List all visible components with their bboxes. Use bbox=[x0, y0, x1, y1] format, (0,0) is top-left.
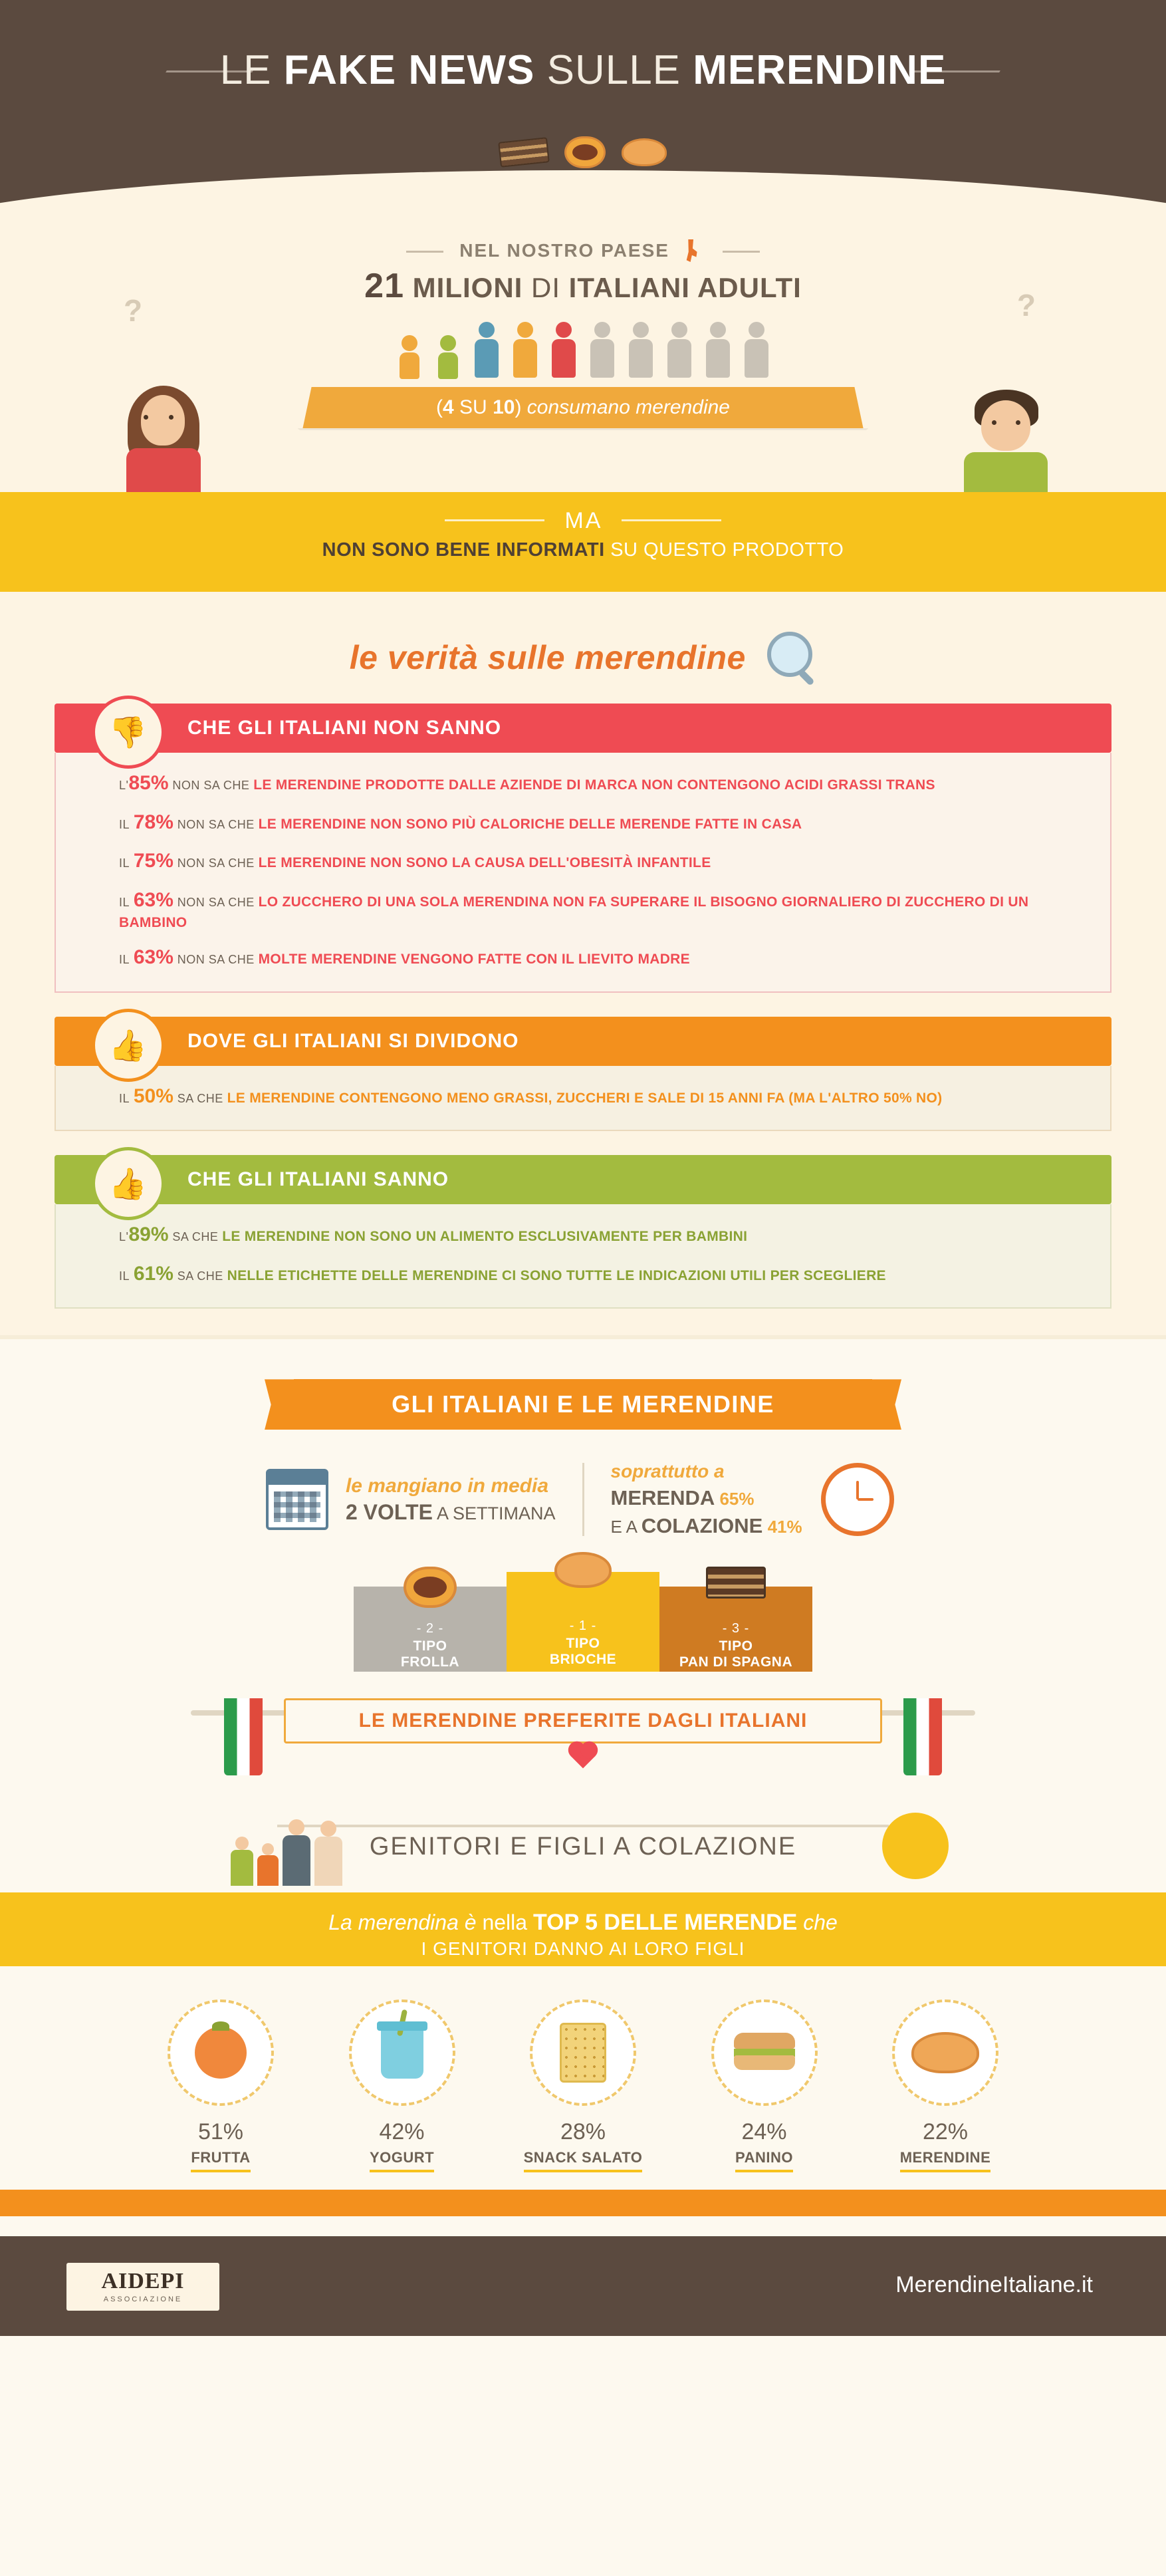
top5-item-merendine bbox=[875, 1999, 1015, 2172]
italian-flag-left-icon bbox=[224, 1698, 263, 1775]
ma-subtitle bbox=[0, 539, 1166, 561]
title-mid: SULLE bbox=[546, 47, 681, 93]
top5-label: FRUTTA bbox=[191, 2149, 250, 2172]
banner-10: 10 bbox=[493, 396, 515, 418]
intro-dash-right bbox=[723, 251, 760, 253]
ma-title-row bbox=[0, 492, 1166, 534]
stat-lead: NON SA CHE bbox=[172, 779, 250, 792]
truth-title-row bbox=[0, 632, 1166, 681]
type-brioche bbox=[507, 1572, 659, 1672]
top5-circle-row bbox=[151, 1999, 1015, 2172]
top5-end: che bbox=[803, 1910, 838, 1934]
stat-sym: % bbox=[150, 772, 169, 794]
section-top5-header bbox=[0, 1892, 1166, 1966]
stat-pct: 89 bbox=[128, 1224, 151, 1246]
boy-illustration bbox=[940, 386, 1073, 492]
stat-article: L' bbox=[119, 1230, 129, 1244]
stat-row bbox=[119, 887, 1064, 933]
colazione-line bbox=[277, 1825, 889, 1827]
title-pre: LE bbox=[219, 47, 272, 93]
stat-article: IL bbox=[119, 856, 130, 870]
occasion-merenda-pct: 65% bbox=[719, 1489, 755, 1509]
ma-sub-bold: NON SONO BENE INFORMATI bbox=[322, 539, 605, 561]
intro-line-2 bbox=[0, 266, 1166, 306]
person-adult-1 bbox=[471, 322, 503, 378]
top5-pct: 42% bbox=[379, 2119, 425, 2144]
person-adult-4 bbox=[586, 322, 618, 378]
stat-sym: % bbox=[156, 1085, 174, 1107]
tart-icon bbox=[404, 1567, 457, 1608]
intro-line-1 bbox=[0, 239, 1166, 262]
italy-boot-icon bbox=[684, 239, 699, 262]
logo-main: AIDEPI bbox=[101, 2268, 185, 2293]
type-rank: - 2 - bbox=[416, 1620, 444, 1636]
top5-label: YOGURT bbox=[370, 2149, 434, 2172]
stat-lead: SA CHE bbox=[177, 1269, 223, 1283]
sun-icon bbox=[882, 1813, 949, 1879]
italiani-banner bbox=[294, 1379, 872, 1430]
thumb-down-icon: 👎 bbox=[92, 696, 165, 769]
ma-sub-light: SU QUESTO PRODOTTO bbox=[610, 539, 844, 561]
sandwich-icon bbox=[711, 1999, 818, 2106]
logo-sub: ASSOCIAZIONE bbox=[103, 2295, 183, 2303]
top5-line-1 bbox=[0, 1910, 1166, 1936]
footer bbox=[0, 2236, 1166, 2336]
frequency-rest: A SETTIMANA bbox=[436, 1503, 556, 1523]
top5-pct: 28% bbox=[560, 2119, 606, 2144]
occasion-merenda: MERENDA bbox=[610, 1486, 715, 1510]
people-pictogram bbox=[370, 317, 796, 378]
occasion-colazione-pct: 41% bbox=[767, 1516, 802, 1537]
stat-lead: NON SA CHE bbox=[177, 895, 255, 909]
top5-pct: 51% bbox=[197, 2119, 244, 2144]
cracker-icon bbox=[530, 1999, 636, 2106]
stat-pct: 61 bbox=[133, 1262, 156, 1285]
stat-lead: NON SA CHE bbox=[177, 953, 255, 967]
panel-header-si-dividono bbox=[55, 1017, 1111, 1066]
family-illustration bbox=[231, 1835, 342, 1886]
stat-pct: 78 bbox=[133, 811, 156, 833]
intro-italiani-adulti: ITALIANI ADULTI bbox=[568, 272, 802, 303]
banner-tail-left bbox=[265, 1379, 294, 1430]
occasion-italic: soprattutto a bbox=[610, 1461, 725, 1482]
top5-pct: 24% bbox=[741, 2119, 787, 2144]
stat-pct: 50 bbox=[133, 1085, 156, 1107]
panel-header-non-sanno bbox=[55, 704, 1111, 753]
banner-tail-right bbox=[872, 1379, 901, 1430]
stat-lead: NON SA CHE bbox=[177, 817, 255, 831]
stat-row bbox=[119, 1222, 1064, 1249]
top5-item-frutta bbox=[151, 1999, 291, 2172]
wafer-icon bbox=[498, 137, 550, 168]
panel-heading-text: DOVE GLI ITALIANI SI DIVIDONO bbox=[187, 1029, 519, 1052]
stat-fact: LE MERENDINE CONTENGONO MENO GRASSI, ZUCCHERI E SALE DI 15 ANNI FA (MA L'ALTRO 50% NO) bbox=[227, 1090, 943, 1106]
frequency-italic: le mangiano in media bbox=[345, 1474, 549, 1497]
stat-article: IL bbox=[119, 817, 130, 831]
section-truths bbox=[0, 592, 1166, 1335]
stat-fact: MOLTE MERENDINE VENGONO FATTE CON IL LIEVITO MADRE bbox=[258, 952, 690, 967]
person-adult-3 bbox=[548, 322, 580, 378]
person-adult-6 bbox=[663, 322, 695, 378]
stat-sym: % bbox=[156, 811, 174, 833]
stat-article: IL bbox=[119, 1269, 130, 1283]
croissant-icon bbox=[622, 138, 667, 166]
top5-item-snack-salato bbox=[513, 1999, 653, 2172]
panel-sanno bbox=[55, 1155, 1111, 1309]
banner-paren-open: ( bbox=[436, 396, 443, 418]
frequency-right bbox=[584, 1459, 1016, 1539]
italian-flag-right-icon bbox=[903, 1698, 942, 1775]
colazione-row bbox=[144, 1806, 1022, 1886]
stat-row bbox=[119, 848, 1064, 875]
clock-icon bbox=[821, 1463, 894, 1536]
frequency-bold: 2 VOLTE bbox=[345, 1499, 433, 1524]
intro-milioni: MILIONI bbox=[412, 272, 523, 303]
header bbox=[0, 0, 1166, 213]
person-adult-2 bbox=[509, 322, 541, 378]
ma-title: MA bbox=[564, 508, 602, 533]
stat-pct: 75 bbox=[133, 850, 156, 872]
occasion-colazione: COLAZIONE bbox=[641, 1513, 763, 1537]
occasion-ea: E A bbox=[610, 1516, 637, 1537]
stat-sym: % bbox=[156, 1262, 174, 1285]
top5-bold: TOP 5 DELLE MERENDE bbox=[532, 1909, 798, 1935]
stat-row bbox=[119, 809, 1064, 837]
person-child-1 bbox=[394, 335, 425, 378]
type-frolla bbox=[354, 1587, 507, 1672]
type-label: TIPO FROLLA bbox=[400, 1638, 460, 1670]
banner-notch-right bbox=[854, 387, 883, 428]
calendar-icon bbox=[266, 1469, 328, 1530]
frequency-text bbox=[346, 1473, 556, 1527]
thumb-side-icon: 👍 bbox=[92, 1009, 165, 1082]
top5-line-2: I GENITORI DANNO AI LORO FIGLI bbox=[421, 1938, 745, 1959]
panel-si-dividono bbox=[55, 1017, 1111, 1132]
section-italiani-merendine bbox=[0, 1335, 1166, 1892]
person-adult-5 bbox=[625, 322, 657, 378]
panel-header-sanno bbox=[55, 1155, 1111, 1204]
top5-label: SNACK SALATO bbox=[524, 2149, 643, 2172]
occasion-text bbox=[611, 1459, 802, 1539]
ma-dash-left bbox=[445, 519, 544, 521]
intro-big-number: 21 bbox=[364, 267, 404, 305]
panel-body-si-dividono bbox=[55, 1066, 1111, 1132]
types-podium bbox=[337, 1572, 829, 1672]
croissant-icon bbox=[892, 1999, 998, 2106]
italiani-banner-text: GLI ITALIANI E LE MERENDINE bbox=[392, 1390, 774, 1418]
top5-pct: 22% bbox=[922, 2119, 969, 2144]
top5-light: nella bbox=[482, 1910, 528, 1934]
top5-italic: La merendina è bbox=[328, 1910, 477, 1934]
person-adult-7 bbox=[702, 322, 734, 378]
top5-item-yogurt bbox=[332, 1999, 472, 2172]
stat-lead: SA CHE bbox=[177, 1091, 223, 1105]
panel-heading-text: CHE GLI ITALIANI NON SANNO bbox=[187, 717, 502, 739]
panel-body-sanno bbox=[55, 1204, 1111, 1309]
ma-dash-right bbox=[622, 519, 721, 521]
stat-fact: LE MERENDINE PRODOTTE DALLE AZIENDE DI MARCA NON CONTENGONO ACIDI GRASSI TRANS bbox=[253, 777, 935, 793]
title-merendine: MERENDINE bbox=[693, 47, 947, 93]
footer-url[interactable]: MerendineItaliane.it bbox=[895, 2271, 1093, 2297]
wafer-icon bbox=[706, 1567, 766, 1599]
type-label: TIPO BRIOCHE bbox=[549, 1635, 617, 1667]
header-title-block bbox=[0, 47, 1166, 94]
title-fake-news: FAKE NEWS bbox=[283, 47, 535, 93]
person-child-2 bbox=[432, 335, 464, 378]
stat-sym: % bbox=[156, 850, 174, 872]
thumb-up-icon: 👍 bbox=[92, 1147, 165, 1220]
girl-illustration bbox=[100, 379, 233, 492]
magnifier-icon bbox=[767, 632, 816, 681]
stat-fact: LE MERENDINE NON SONO PIÙ CALORICHE DELLE MERENDE FATTE IN CASA bbox=[258, 816, 802, 832]
croissant-icon bbox=[554, 1552, 612, 1588]
type-rank: - 3 - bbox=[722, 1620, 750, 1636]
stat-pct: 63 bbox=[133, 888, 156, 911]
stat-row bbox=[119, 1261, 1064, 1288]
preferred-row bbox=[191, 1698, 975, 1778]
yogurt-cup-icon bbox=[349, 1999, 455, 2106]
stat-sym: % bbox=[156, 888, 174, 911]
stat-pct: 63 bbox=[133, 946, 156, 969]
person-adult-8 bbox=[741, 322, 772, 378]
banner-su: SU bbox=[459, 396, 487, 418]
stat-sym: % bbox=[150, 1224, 169, 1246]
colazione-label: GENITORI E FIGLI A COLAZIONE bbox=[369, 1832, 797, 1861]
stat-fact: LE MERENDINE NON SONO LA CAUSA DELL'OBESITÀ INFANTILE bbox=[258, 855, 711, 870]
stat-article: IL bbox=[119, 953, 130, 967]
type-rank: - 1 - bbox=[569, 1618, 597, 1633]
stat-row bbox=[119, 1083, 1064, 1110]
panel-heading-text: CHE GLI ITALIANI SANNO bbox=[187, 1168, 449, 1191]
stat-lead: SA CHE bbox=[172, 1230, 219, 1244]
preferred-label: LE MERENDINE PREFERITE DAGLI ITALIANI bbox=[284, 1698, 882, 1743]
stat-row bbox=[119, 944, 1064, 971]
truth-title: le verità sulle merendine bbox=[349, 639, 746, 676]
aidepi-logo[interactable] bbox=[66, 2263, 219, 2311]
page-title bbox=[0, 47, 1166, 94]
stat-fact: NELLE ETICHETTE DELLE MERENDINE CI SONO TUTTE LE INDICAZIONI UTILI PER SCEGLIERE bbox=[227, 1267, 886, 1283]
question-mark-left: ? bbox=[124, 293, 143, 328]
type-pan-di-spagna bbox=[659, 1587, 812, 1672]
section-ma bbox=[0, 492, 1166, 592]
orange-divider-bar bbox=[0, 2190, 1166, 2216]
intro-di: DI bbox=[531, 272, 560, 303]
section-intro bbox=[0, 213, 1166, 492]
heart-icon bbox=[571, 1743, 596, 1768]
section-top5-items bbox=[0, 1966, 1166, 2236]
stat-row bbox=[119, 770, 1064, 797]
banner-paren-close: ) bbox=[515, 396, 522, 418]
stat-pct: 85 bbox=[128, 772, 151, 794]
orange-fruit-icon bbox=[168, 1999, 274, 2106]
stat-article: IL bbox=[119, 895, 130, 909]
stat-fact: LO ZUCCHERO DI UNA SOLA MERENDINA NON FA SUPERARE IL BISOGNO GIORNALIERO DI ZUCCHERO DI UN BAMBINO bbox=[119, 894, 1029, 930]
top5-label: PANINO bbox=[735, 2149, 793, 2172]
stat-lead: NON SA CHE bbox=[177, 856, 255, 870]
banner-notch-left bbox=[283, 387, 311, 428]
intro-nel-nostro-paese: NEL NOSTRO PAESE bbox=[459, 240, 669, 261]
frequency-left bbox=[151, 1469, 582, 1530]
banner-text: consumano merendine bbox=[526, 396, 730, 418]
banner-4: 4 bbox=[443, 396, 454, 418]
stat-fact: LE MERENDINE NON SONO UN ALIMENTO ESCLUSIVAMENTE PER BAMBINI bbox=[222, 1229, 748, 1245]
tart-icon bbox=[564, 136, 606, 168]
stat-article: IL bbox=[119, 1091, 130, 1105]
top5-item-panino bbox=[695, 1999, 834, 2172]
top5-label: MERENDINE bbox=[900, 2149, 991, 2172]
frequency-row bbox=[151, 1459, 1015, 1539]
stat-article: L' bbox=[119, 779, 129, 792]
intro-dash-left bbox=[406, 251, 443, 253]
question-mark-right: ? bbox=[1016, 288, 1036, 322]
consumption-banner bbox=[297, 387, 869, 428]
panel-body-non-sanno bbox=[55, 753, 1111, 993]
stat-sym: % bbox=[156, 946, 174, 969]
panel-non-sanno bbox=[55, 704, 1111, 993]
type-label: TIPO PAN DI SPAGNA bbox=[679, 1638, 793, 1670]
